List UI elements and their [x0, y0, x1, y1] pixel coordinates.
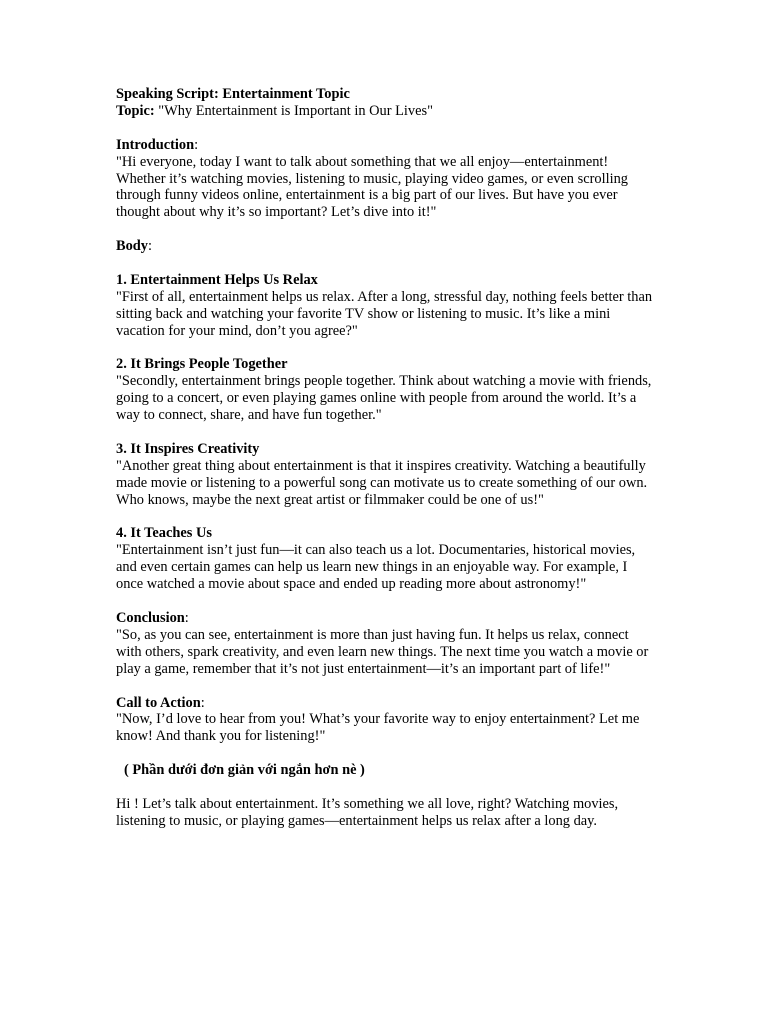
spacer [116, 745, 656, 762]
spacer [116, 779, 656, 796]
document-title: Speaking Script: Entertainment Topic [116, 86, 350, 102]
point-text: "Another great thing about entertainment is that it inspires creativity. Watching a beautifully made movie or listening to a powerful song can motivate us to create something of our own. Who knows, maybe the next great artist or filmmaker could be one of us!" [116, 457, 648, 508]
topic-text: "Why Entertainment is Important in Our Lives" [154, 102, 433, 119]
spacer [116, 221, 656, 238]
call-to-action-heading: Call to Action: [116, 694, 205, 711]
spacer [116, 424, 656, 441]
point-heading: 4. It Teaches Us [116, 525, 212, 542]
point-text: "Entertainment isn’t just fun—it can also teach us a lot. Documentaries, historical movies, and even certain games can help us learn new things in an enjoyable way. For example, I once watched a movie about space and ended up reading more about astronomy!" [116, 542, 636, 593]
body-heading: Body: [116, 238, 152, 255]
spacer [116, 340, 656, 357]
call-to-action-text: "Now, I’d love to hear from you! What’s your favorite way to enjoy entertainment? Let me know! And thank you for listening!" [116, 711, 640, 745]
point-heading: 3. It Inspires Creativity [116, 440, 260, 457]
topic-line [116, 103, 656, 120]
point-heading: 1. Entertainment Helps Us Relax [116, 271, 318, 288]
document-page [116, 86, 656, 830]
topic-label: Topic: [116, 102, 155, 119]
spacer [116, 593, 656, 610]
spacer [116, 255, 656, 272]
spacer [116, 120, 656, 137]
vietnamese-note: ( Phần dưới đơn giản với ngắn hơn nè ) [124, 762, 365, 779]
point-heading: 2. It Brings People Together [116, 356, 288, 373]
introduction-heading: Introduction: [116, 136, 199, 153]
spacer [116, 509, 656, 526]
spacer [116, 678, 656, 695]
conclusion-heading: Conclusion: [116, 609, 189, 626]
short-version-text: Hi ! Let’s talk about entertainment. It’s something we all love, right? Watching movies, listening to music, or playing games—entertainment helps us relax after a long day. [116, 795, 619, 829]
conclusion-text: "So, as you can see, entertainment is more than just having fun. It helps us relax, connect with others, spark creativity, and even learn new things. The next time you watch a movie or play a game, remember that it’s not just entertainment—it’s an important part of life!" [116, 626, 649, 677]
point-text: "First of all, entertainment helps us relax. After a long, stressful day, nothing feels better than sitting back and watching your favorite TV show or listening to music. It’s like a mini vacation for your mind, don’t you agree?" [116, 288, 653, 339]
point-text: "Secondly, entertainment brings people together. Think about watching a movie with friends, going to a concert, or even playing games online with people from around the world. It’s a way to connect, share, and have fun together." [116, 373, 652, 424]
introduction-text: "Hi everyone, today I want to talk about something that we all enjoy—entertainment! Whether it’s watching movies, listening to music, playing video games, or even scrolling through funny videos online, entertainment is a big part of our lives. But have you ever thought about why it’s so important? Let’s dive into it!" [116, 153, 628, 221]
